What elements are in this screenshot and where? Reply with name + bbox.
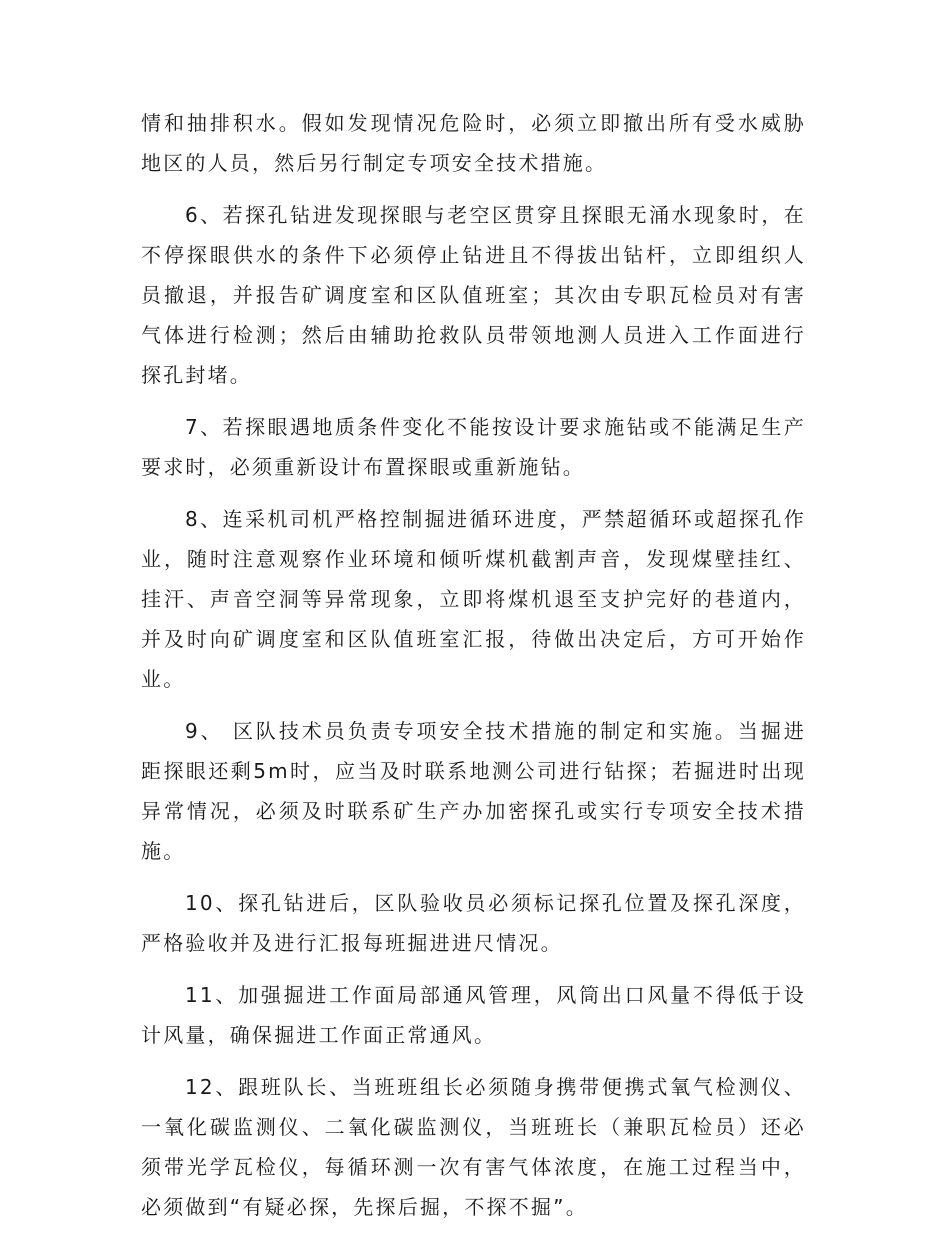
paragraph-item-10: 10、探孔钻进后，区队验收员必须标记探孔位置及探孔深度，严格验收并及进行汇报每班掘进进尺情况。 bbox=[141, 891, 806, 955]
paragraph-item-9: 9、 区队技术员负责专项安全技术措施的制定和实施。当掘进距探眼还剩5m时，应当及时联系地测公司进行钻探；若掘进时出现异常情况，必须及时联系矿生产办加密探孔或实行专项安全技术措施。 bbox=[141, 719, 806, 863]
paragraph-item-11: 11、加强掘进工作面局部通风管理，风筒出口风量不得低于设计风量，确保掘进工作面正常通风。 bbox=[141, 983, 806, 1047]
paragraph-item-7: 7、若探眼遇地质条件变化不能按设计要求施钻或不能满足生产要求时，必须重新设计布置探眼或重新施钻。 bbox=[141, 415, 806, 479]
paragraph-continuation: 情和抽排积水。假如发现情况危险时，必须立即撤出所有受水威胁地区的人员，然后另行制定专项安全技术措施。 bbox=[141, 111, 806, 175]
paragraph-item-12: 12、跟班队长、当班班组长必须随身携带便携式氧气检测仪、一氧化碳监测仪、二氧化碳监测仪，当班班长（兼职瓦检员）还必须带光学瓦检仪，每循环测一次有害气体浓度，在施工过程当中，必须做到“有疑必探，先探后掘，不探不掘”。 bbox=[141, 1075, 806, 1219]
paragraph-item-6: 6、若探孔钻进发现探眼与老空区贯穿且探眼无涌水现象时，在不停探眼供水的条件下必须停止钻进且不得拔出钻杆，立即组织人员撤退，并报告矿调度室和区队值班室；其次由专职瓦检员对有害气体进行检测；然后由辅助抢救队员带领地测人员进入工作面进行探孔封堵。 bbox=[141, 203, 806, 387]
paragraph-item-8: 8、连采机司机严格控制掘进循环进度，严禁超循环或超探孔作业，随时注意观察作业环境和倾听煤机截割声音，发现煤壁挂红、挂汗、声音空洞等异常现象，立即将煤机退至支护完好的巷道内，并及时向矿调度室和区队值班室汇报，待做出决定后，方可开始作业。 bbox=[141, 507, 806, 691]
document-page bbox=[141, 103, 806, 1239]
